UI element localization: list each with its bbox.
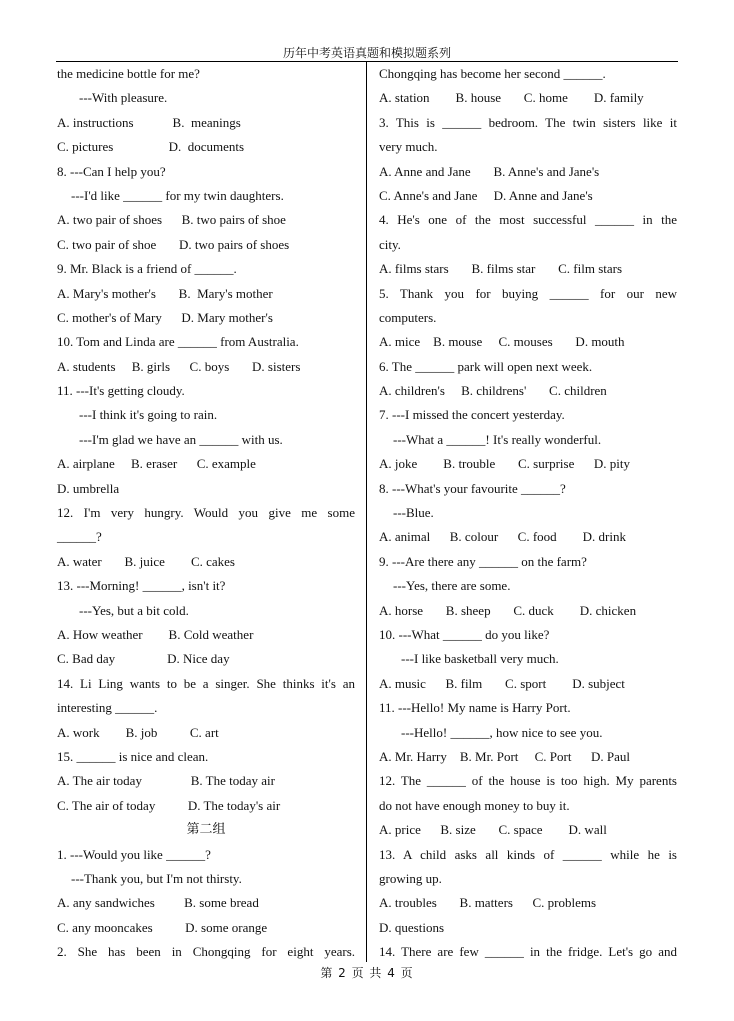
text-line: A. Anne and Jane B. Anne's and Jane's (379, 163, 600, 179)
text-line: do not have enough money to buy it. (379, 797, 570, 813)
text-line: 11. ---Hello! My name is Harry Port. (379, 700, 571, 716)
text-line: A. music B. film C. sport D. subject (379, 675, 625, 691)
text-line: C. any mooncakes D. some orange (57, 919, 268, 935)
column-divider (366, 62, 367, 962)
text-line: A. The air today B. The today air (57, 773, 275, 789)
text-line: A. Mary's mother's B. Mary's mother (57, 285, 273, 301)
text-line: C. two pair of shoe D. two pairs of shoes (57, 236, 290, 252)
text-line: Chongqing has become her second ______. (379, 66, 606, 81)
text-line: A. price B. size C. space D. wall (379, 822, 607, 838)
text-line: D. questions (379, 919, 444, 935)
text-line: A. water B. juice C. cakes (57, 553, 235, 569)
text-line: 13. ---Morning! ______, isn't it? (57, 578, 226, 594)
text-line: C. pictures D. documents (57, 139, 245, 155)
text-line: 8. ---What's your favourite ______? (379, 480, 566, 496)
text-line: 7. ---I missed the concert yesterday. (379, 407, 565, 423)
text-line: ---Yes, but a bit cold. (79, 602, 189, 618)
text-line: A. airplane B. eraser C. example (57, 456, 256, 472)
text-line: ---Hello! ______, how nice to see you. (401, 724, 603, 740)
text-line: ---What a ______! It's really wonderful. (393, 431, 602, 447)
text-line: 15. ______ is nice and clean. (57, 748, 209, 764)
text-line: 4. He's one of the most successful ______ in the (379, 212, 677, 228)
text-line: A. joke B. trouble C. surprise D. pity (379, 456, 630, 472)
text-line: growing up. (379, 870, 442, 886)
text-line: A. horse B. sheep C. duck D. chicken (379, 602, 637, 618)
text-line: ---I think it's going to rain. (79, 407, 218, 423)
text-line: 12. I'm very hungry. Would you give me some (57, 505, 355, 521)
text-line: A. children's B. childrens' C. children (379, 383, 607, 399)
text-line: 11. ---It's getting cloudy. (57, 383, 185, 399)
text-line: 6. The ______ park will open next week. (379, 358, 593, 374)
text-line: C. Anne's and Jane D. Anne and Jane's (379, 187, 593, 203)
text-line: 3. This is ______ bedroom. The twin sisters like it (379, 114, 677, 130)
text-line: 1. ---Would you like ______? (57, 846, 211, 862)
text-line: ---I'm glad we have an ______ with us. (79, 431, 283, 447)
text-line: 10. Tom and Linda are ______ from Australia. (57, 334, 299, 350)
text-line: ---With pleasure. (79, 90, 168, 106)
text-line: 5. Thank you for buying ______ for our new (379, 285, 677, 301)
text-line: A. films stars B. films star C. film stars (379, 261, 623, 277)
text-line: ______? (57, 529, 102, 545)
text-line: C. mother's of Mary D. Mary mother's (57, 309, 273, 325)
text-line: A. troubles B. matters C. problems (379, 895, 597, 911)
text-line: A. station B. house C. home D. family (379, 90, 644, 106)
text-line: ---I like basketball very much. (401, 651, 559, 667)
text-line: 第二组 (186, 822, 226, 838)
right-column (379, 62, 677, 964)
text-line: A. work B. job C. art (57, 724, 219, 740)
text-line: A. any sandwiches B. some bread (57, 895, 259, 911)
text-line: city. (379, 236, 401, 252)
text-line: D. umbrella (57, 480, 120, 496)
text-line: ---I'd like ______ for my twin daughters. (71, 187, 284, 203)
text-line: 14. There are few ______ in the fridge. Let's go and (379, 944, 677, 960)
text-line: 9. ---Are there any ______ on the farm? (379, 553, 587, 569)
page-header: 历年中考英语真题和模拟题系列 (282, 46, 451, 60)
text-line: A. Mr. Harry B. Mr. Port C. Port D. Paul (379, 748, 630, 764)
text-line: very much. (379, 139, 438, 155)
text-line: 9. Mr. Black is a friend of ______. (57, 261, 237, 277)
text-line: 13. A child asks all kinds of ______ while he is (379, 846, 677, 862)
left-column (57, 62, 355, 964)
text-line: ---Thank you, but I'm not thirsty. (71, 870, 242, 886)
text-line: 8. ---Can I help you? (57, 163, 166, 179)
text-line: 2. She has been in Chongqing for eight years. (57, 944, 355, 960)
text-line: A. two pair of shoes B. two pairs of shoe (57, 212, 286, 228)
text-line: C. The air of today D. The today's air (57, 797, 281, 813)
text-line: computers. (379, 309, 437, 325)
text-line: 10. ---What ______ do you like? (379, 626, 550, 642)
text-line: interesting ______. (57, 700, 158, 716)
text-line: A. animal B. colour C. food D. drink (379, 529, 626, 545)
text-line: ---Yes, there are some. (393, 578, 511, 594)
text-line: A. mice B. mouse C. mouses D. mouth (379, 334, 625, 350)
text-line: A. instructions B. meanings (57, 114, 241, 130)
text-line: C. Bad day D. Nice day (57, 651, 230, 667)
text-line: the medicine bottle for me? (57, 66, 200, 81)
text-line: ---Blue. (393, 505, 434, 521)
text-line: 14. Li Ling wants to be a singer. She thinks it's an (57, 675, 355, 691)
text-line: A. How weather B. Cold weather (57, 626, 254, 642)
text-line: A. students B. girls C. boys D. sisters (57, 358, 301, 374)
page-footer: 第 2 页 共 4 页 (320, 966, 414, 980)
text-line: 12. The ______ of the house is too high. My parents (379, 773, 677, 789)
